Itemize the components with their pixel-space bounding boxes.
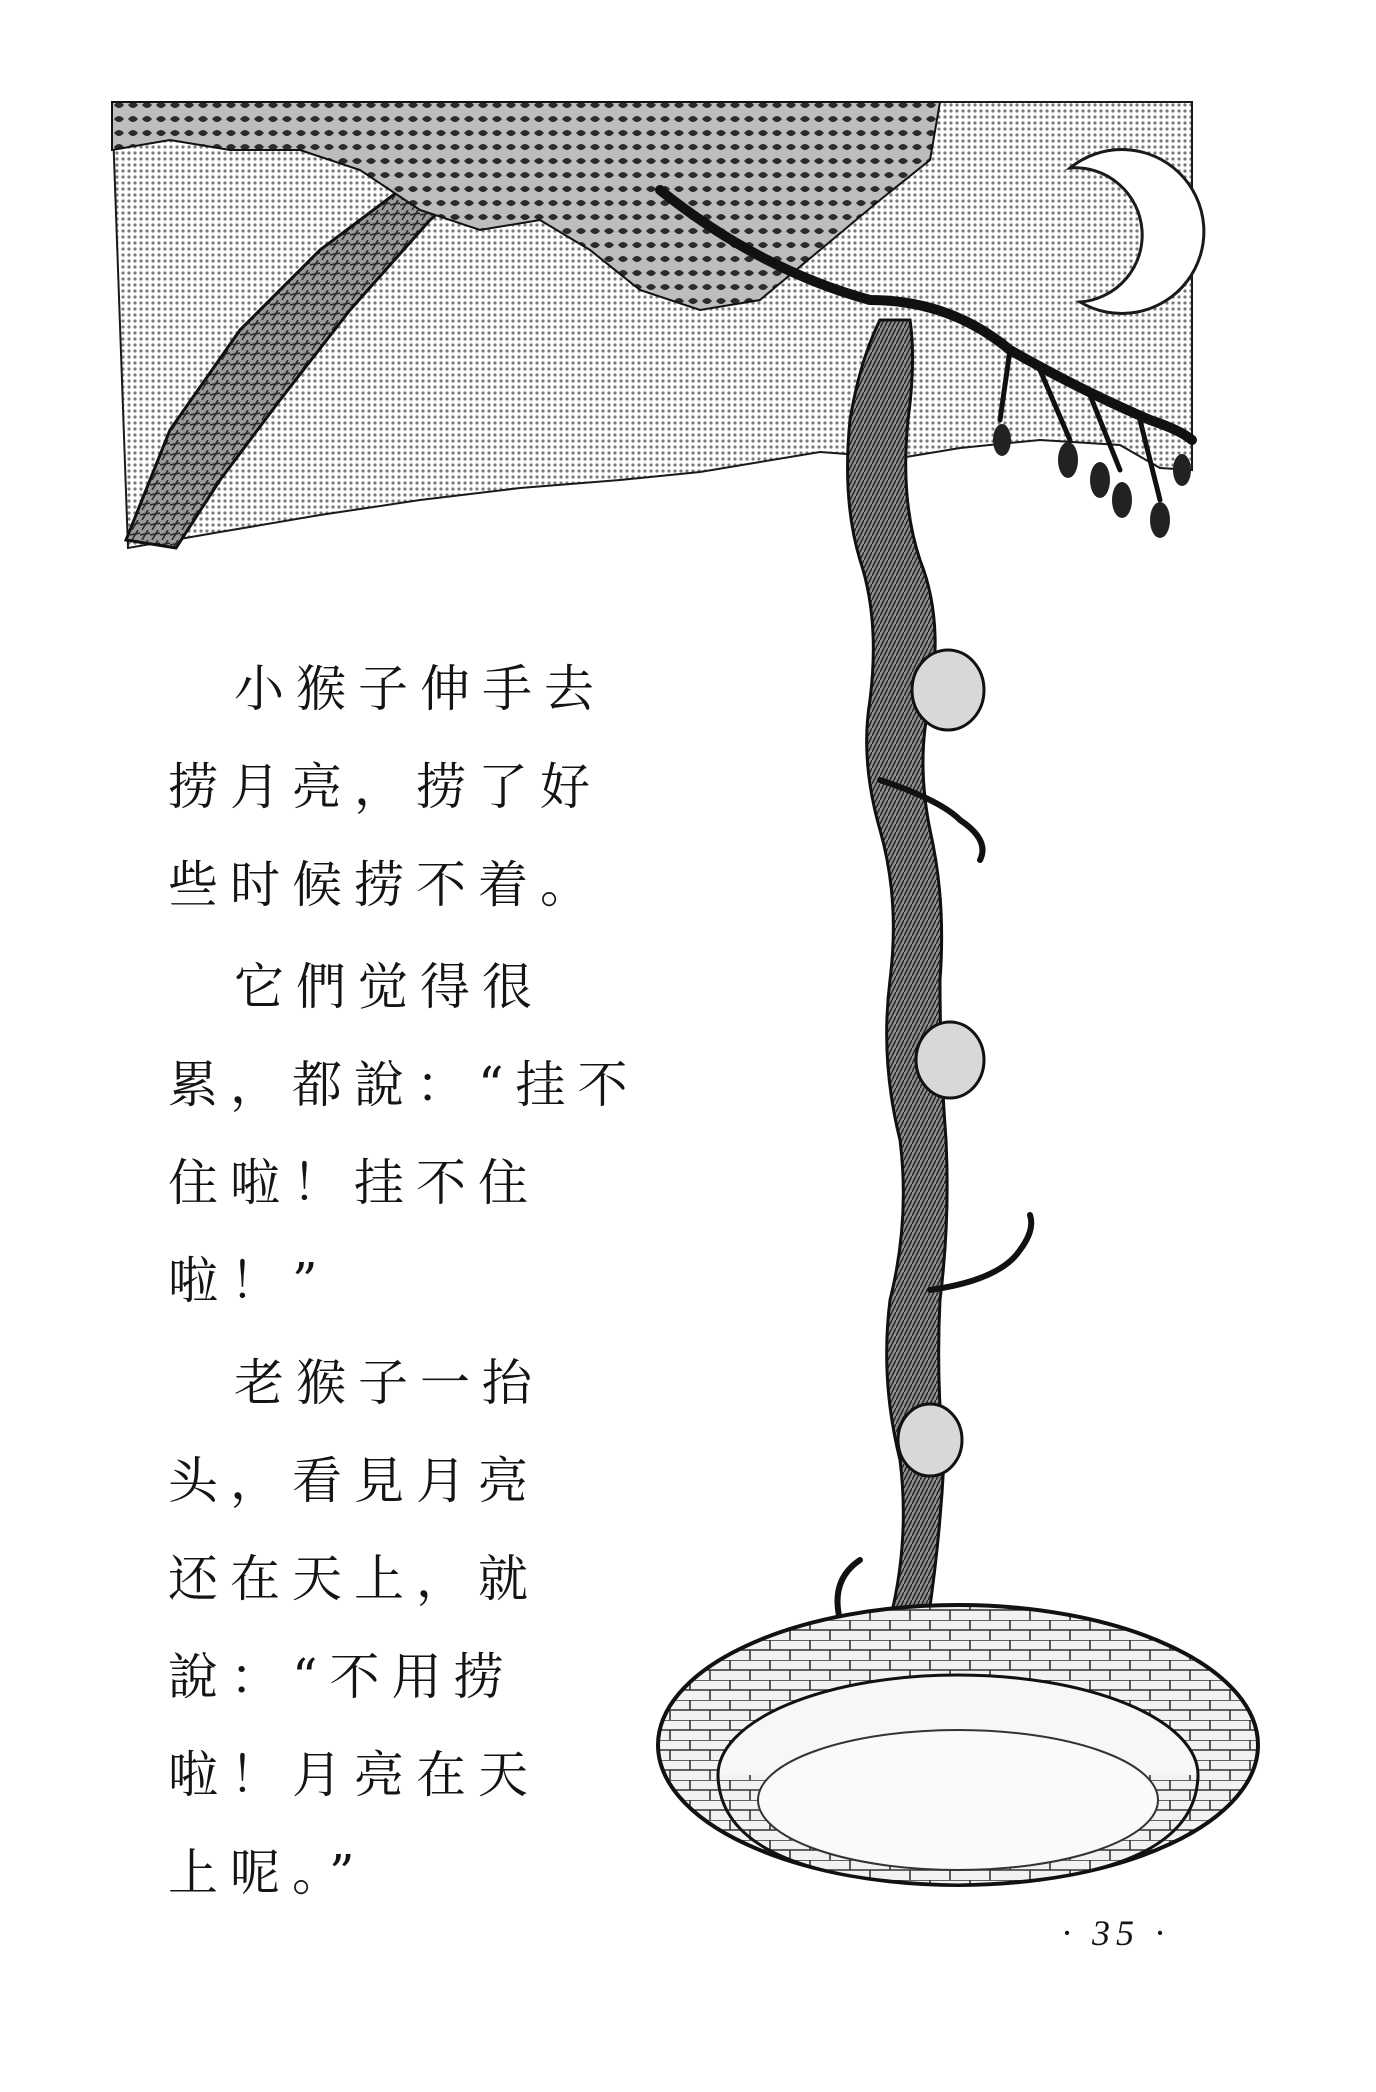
paragraph-line: 捞月亮，捞了好 [168, 758, 602, 816]
story-text [168, 640, 638, 1926]
paragraph-line: 上呢。” [168, 1844, 367, 1902]
paragraph-line: 头，看見月亮 [168, 1452, 540, 1510]
paragraph-line: 啦！月亮在天 [168, 1746, 540, 1804]
monkey-head-3 [898, 1404, 962, 1476]
paragraph-1 [168, 640, 638, 934]
paragraph-line: 啦！” [168, 1252, 330, 1310]
paragraph-line: 說：“不用捞 [168, 1648, 516, 1706]
paragraph-3 [168, 1334, 638, 1922]
stone-well [658, 1605, 1258, 1885]
paragraph-line: 些时候捞不着。 [168, 856, 602, 914]
paragraph-line: 累，都說：“挂不 [168, 1056, 640, 1114]
paragraph-line: 老猴子一抬 [234, 1354, 544, 1412]
paragraph-2 [168, 938, 638, 1330]
paragraph-line: 它們觉得很 [234, 958, 544, 1016]
monkey-head-2 [916, 1022, 984, 1098]
paragraph-line: 还在天上，就 [168, 1550, 540, 1608]
page-number: · 35 · [1062, 1913, 1170, 1953]
monkey-head-1 [912, 650, 984, 730]
paragraph-line: 住啦！挂不住 [168, 1154, 540, 1212]
paragraph-line: 小猴子伸手去 [234, 660, 606, 718]
